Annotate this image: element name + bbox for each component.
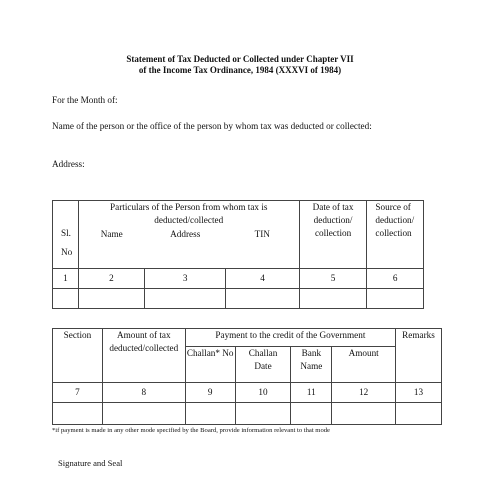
table1-col-number: 3 — [145, 269, 226, 289]
amount-header-line1: Amount of tax — [117, 330, 171, 340]
payment-table — [52, 328, 442, 425]
table2-entry-cell[interactable] — [185, 403, 235, 425]
amount-subheader: Amount — [332, 347, 396, 383]
footnote: *if payment is made in any other mode specified by the Board, provide information relevant to that mode — [52, 427, 330, 434]
table2-entry-cell[interactable] — [53, 403, 103, 425]
table1-col-number: 6 — [367, 269, 424, 289]
form-title-line1: Statement of Tax Deducted or Collected under Chapter VII — [126, 54, 354, 64]
signature-label: Signature and Seal — [58, 458, 123, 468]
table2-col-number: 13 — [396, 383, 442, 403]
table2-entry-cell[interactable] — [235, 403, 291, 425]
table2-col-number: 7 — [53, 383, 103, 403]
challan-date-header — [235, 347, 291, 383]
sl-no-header — [53, 201, 79, 269]
amount-header-line2: deducted/collected — [109, 343, 179, 353]
table2-col-number: 8 — [102, 383, 185, 403]
table2-number-row — [53, 383, 442, 403]
challan-date-header-line2: Date — [254, 361, 272, 371]
sl-header-line1: Sl. — [61, 228, 71, 238]
particulars-header-line2: deducted/collected — [154, 215, 224, 225]
table1-entry-cell[interactable] — [78, 289, 144, 309]
source-header-line1: Source of — [375, 202, 411, 212]
source-header-line2: deduction/ — [375, 215, 415, 225]
remarks-header: Remarks — [396, 329, 442, 383]
table1-entry-cell[interactable] — [367, 289, 424, 309]
table2-entry-cell[interactable] — [396, 403, 442, 425]
name-subheader: Name — [100, 229, 123, 239]
tin-subheader: TIN — [254, 229, 270, 239]
person-field-label: Name of the person or the office of the person by whom tax was deducted or collected: — [52, 121, 372, 131]
bank-header-line2: Name — [300, 361, 323, 371]
date-header-line2: deduction/ — [313, 215, 353, 225]
bank-name-header — [291, 347, 332, 383]
date-header-line1: Date of tax — [312, 202, 354, 212]
particulars-table — [52, 200, 424, 309]
amount-header — [102, 329, 185, 383]
source-header-line3: collection — [375, 228, 412, 238]
table1-col-number: 5 — [299, 269, 367, 289]
form-title-line2: of the Income Tax Ordinance, 1984 (XXXVI of 1984) — [138, 65, 342, 75]
table1-col-number: 2 — [78, 269, 144, 289]
table2-col-number: 10 — [235, 383, 291, 403]
table2-entry-cell[interactable] — [291, 403, 332, 425]
month-field-label: For the Month of: — [52, 95, 118, 105]
address-subheader: Address — [170, 229, 201, 239]
table2-col-number: 11 — [291, 383, 332, 403]
table2-entry-cell[interactable] — [102, 403, 185, 425]
section-header: Section — [53, 329, 103, 383]
challan-date-header-line1: Challan — [248, 348, 278, 358]
table1-entry-row — [53, 289, 424, 309]
source-header — [367, 201, 424, 269]
table2-col-number: 12 — [332, 383, 396, 403]
table2-entry-cell[interactable] — [332, 403, 396, 425]
date-header-line3: collection — [314, 228, 352, 238]
date-header — [299, 201, 367, 269]
table1-col-number: 4 — [226, 269, 299, 289]
particulars-header — [78, 201, 299, 269]
challan-no-header: Challan* No — [185, 347, 235, 383]
bank-header-line1: Bank — [301, 348, 322, 358]
table1-col-number: 1 — [53, 269, 79, 289]
table1-number-row — [53, 269, 424, 289]
payment-header: Payment to the credit of the Government — [185, 329, 395, 347]
sl-header-line2: No — [61, 247, 73, 257]
table2-col-number: 9 — [185, 383, 235, 403]
table1-entry-cell[interactable] — [53, 289, 79, 309]
particulars-header-line1: Particulars of the Person from whom tax is — [110, 202, 268, 212]
table2-entry-row — [53, 403, 442, 425]
table1-entry-cell[interactable] — [299, 289, 367, 309]
address-field-label: Address: — [52, 159, 85, 169]
table1-entry-cell[interactable] — [226, 289, 299, 309]
table1-entry-cell[interactable] — [145, 289, 226, 309]
